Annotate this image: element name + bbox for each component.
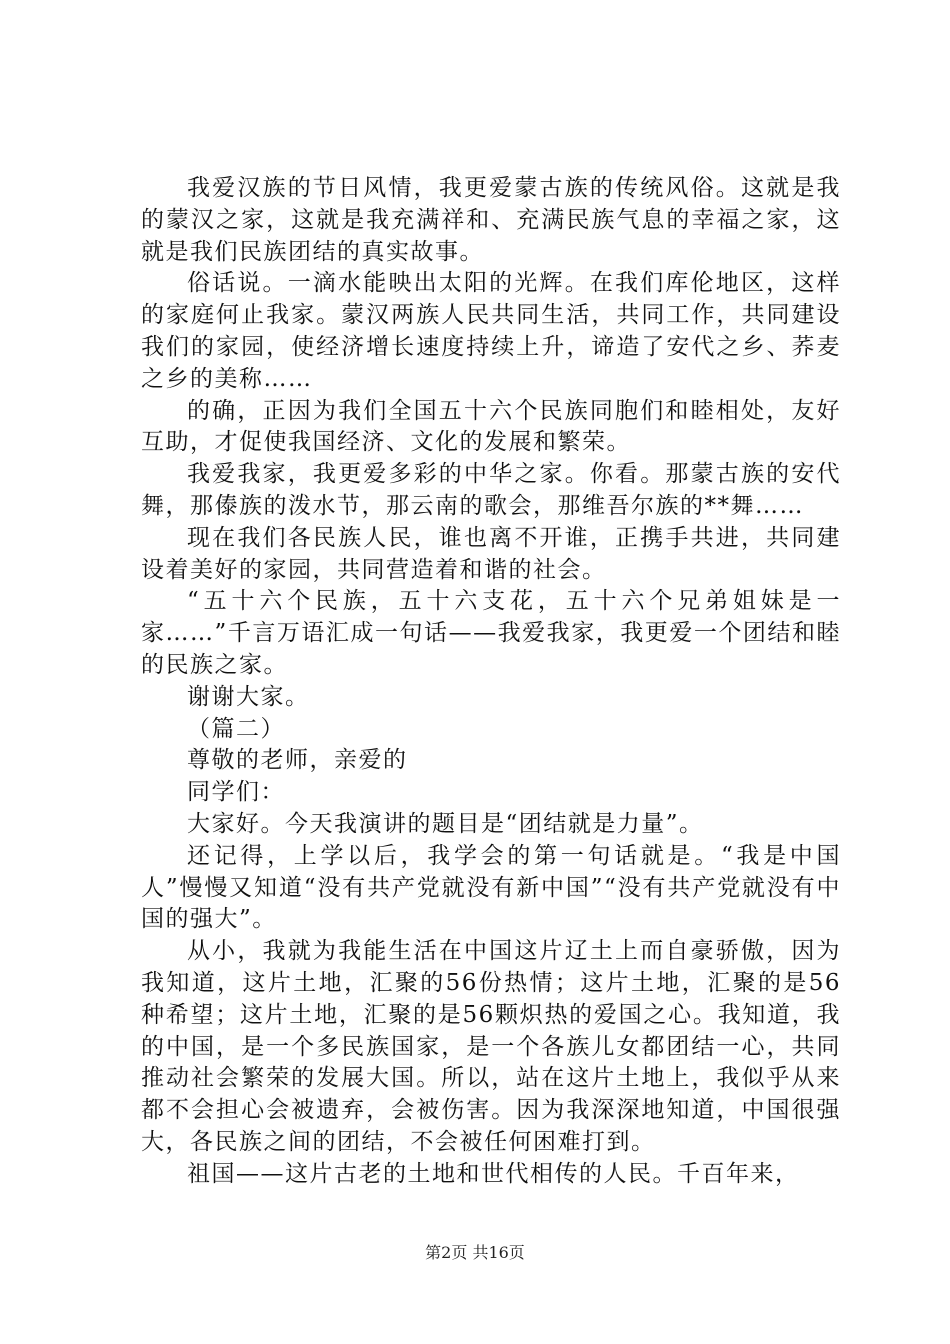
paragraph: 现在我们各民族人民，谁也离不开谁，正携手共进，共同建设着美好的家园，共同营造着和谐的社会。	[141, 524, 841, 583]
paragraph: “五十六个民族，五十六支花，五十六个兄弟姐妹是一家……”千言万语汇成一句话——我爱我家，我更爱一个团结和睦的民族之家。	[141, 588, 841, 678]
paragraph: 还记得，上学以后，我学会的第一句话就是。“我是中国人”慢慢又知道“没有共产党就没有新中国”“没有共产党就没有中国的强大”。	[141, 842, 841, 933]
document-body	[141, 173, 841, 1191]
paragraph: 我爱汉族的节日风情，我更爱蒙古族的传统风俗。这就是我的蒙汉之家，这就是我充满祥和、充满民族气息的幸福之家，这就是我们民族团结的真实故事。	[141, 175, 841, 265]
paragraph: 的确，正因为我们全国五十六个民族同胞们和睦相处，友好互助，才促使我国经济、文化的发展和繁荣。	[141, 397, 841, 456]
paragraph: 俗话说。一滴水能映出太阳的光辉。在我们库伦地区，这样的家庭何止我家。蒙汉两族人民共同生活，共同工作，共同建设我们的家园，使经济增长速度持续上升，谛造了安代之乡、荞麦之乡的美称……	[141, 270, 841, 392]
paragraph: 从小，我就为我能生活在中国这片辽土上而自豪骄傲，因为我知道，这片土地，汇聚的56份热情；这片土地，汇聚的是56种希望；这片土地，汇聚的是56颗炽热的爱国之心。我知道，我的中国，是一个多民族国家，是一个各族儿女都团结一心，共同推动社会繁荣的发展大国。所以，站在这片土地上，我似乎从来都不会担心会被遗弃，会被伤害。因为我深深地知道，中国很强大，各民族之间的团结，不会被任何困难打到。	[141, 938, 841, 1155]
paragraph: 我爱我家，我更爱多彩的中华之家。你看。那蒙古族的安代舞，那傣族的泼水节，那云南的歌会，那维吾尔族的**舞……	[141, 461, 841, 519]
section-heading: （篇二）	[187, 715, 285, 742]
paragraph: 大家好。今天我演讲的题目是“团结就是力量”。	[187, 810, 704, 837]
paragraph: 祖国——这片古老的土地和世代相传的人民。千百年来，	[187, 1160, 800, 1187]
greeting-line: 尊敬的老师，亲爱的	[187, 747, 408, 774]
paragraph: 谢谢大家。	[187, 683, 310, 710]
greeting-line: 同学们：	[187, 779, 285, 806]
page-number-footer: 第2页 共16页	[425, 1243, 525, 1262]
